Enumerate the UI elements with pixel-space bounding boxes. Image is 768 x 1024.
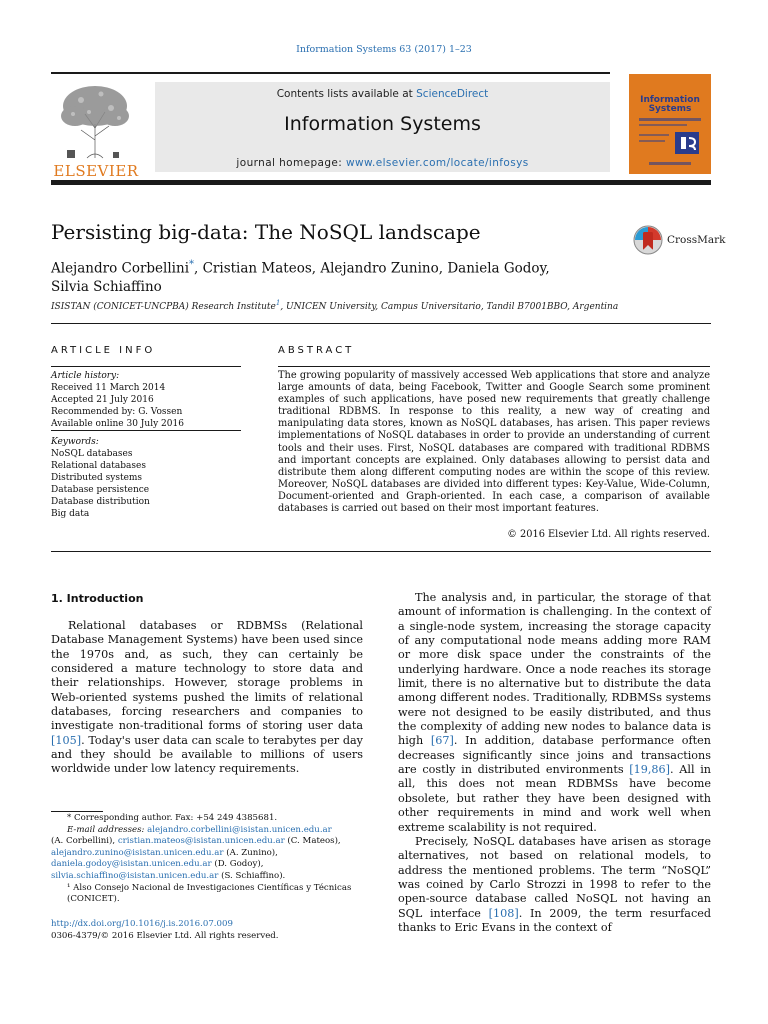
footnote-rule bbox=[51, 811, 103, 812]
history-recommended: Recommended by: G. Vossen bbox=[51, 407, 183, 417]
keyword-item: Big data bbox=[51, 509, 90, 519]
contents-line bbox=[155, 88, 610, 100]
keyword-item: Relational databases bbox=[51, 461, 146, 471]
homepage-line bbox=[155, 157, 610, 169]
publisher-logo-text: ELSEVIER bbox=[53, 162, 139, 180]
paragraph-text: Precisely, NoSQL databases have arisen as storage alternatives, not based on relational models, to address the mentioned problems. The term “NoSQL” was coined by Carlo Strozzi in 1998 to refer to the open-source database called NoSQL not having an SQL interface bbox=[398, 834, 711, 920]
body-column-right bbox=[398, 591, 711, 935]
article-info-heading: ARTICLE INFO bbox=[51, 345, 156, 356]
email-link[interactable]: alejandro.corbellini@isistan.unicen.edu.ar bbox=[147, 824, 332, 835]
author-first[interactable]: Alejandro Corbellini bbox=[51, 260, 190, 277]
title-bottom-rule bbox=[51, 323, 711, 324]
keywords-list bbox=[51, 436, 241, 520]
affiliation bbox=[51, 299, 618, 312]
elsevier-tree-icon bbox=[51, 80, 141, 160]
email-line-4 bbox=[51, 859, 363, 871]
paragraph-text: . All in all, this does not mean RDBMSs have become obsolete, but rather they have been designed with other requirements in mind and work well when extreme scalability is not required. bbox=[398, 763, 711, 834]
affiliation-address: , UNICEN University, Campus Universitario, Tandil B7001BBO, Argentina bbox=[280, 302, 619, 312]
homepage-prefix: journal homepage: bbox=[236, 157, 346, 169]
cover-art-icon bbox=[629, 74, 711, 174]
keywords-rule bbox=[51, 430, 241, 431]
email-link[interactable]: silvia.schiaffino@isistan.unicen.edu.ar bbox=[51, 870, 219, 881]
intro-paragraph-2 bbox=[398, 591, 711, 835]
history-accepted: Accepted 21 July 2016 bbox=[51, 395, 154, 405]
email-owner: (A. Zunino), bbox=[223, 847, 278, 858]
doi-block bbox=[51, 918, 279, 942]
email-link[interactable]: cristian.mateos@isistan.unicen.edu.ar bbox=[117, 836, 285, 847]
keyword-item: Database distribution bbox=[51, 497, 150, 507]
doi-link[interactable]: http://dx.doi.org/10.1016/j.is.2016.07.009 bbox=[51, 919, 233, 929]
cover-title: Information Systems bbox=[640, 95, 700, 114]
email-owner: (D. Godoy), bbox=[211, 859, 264, 870]
affiliation-institute: ISISTAN (CONICET-UNCPBA) Research Institute bbox=[51, 302, 276, 312]
email-line-5 bbox=[51, 871, 363, 883]
elsevier-logo bbox=[51, 80, 141, 180]
abstract-rule bbox=[278, 366, 710, 367]
authors-rest: , Cristian Mateos, Alejandro Zunino, Daniela Godoy, bbox=[194, 260, 550, 277]
email-owner: (A. Corbellini), bbox=[51, 836, 118, 847]
section-heading-introduction: 1. Introduction bbox=[51, 592, 144, 605]
email-label: E-mail addresses: bbox=[67, 824, 148, 835]
abstract-bottom-rule bbox=[51, 551, 711, 552]
paragraph-text: . In 2009, the term resurfaced thanks to Eric Evans in the context of bbox=[398, 906, 711, 934]
article-title: Persisting big-data: The NoSQL landscape bbox=[51, 220, 481, 244]
keyword-item: Database persistence bbox=[51, 485, 150, 495]
crossmark-badge[interactable] bbox=[632, 224, 726, 256]
abstract-heading: ABSTRACT bbox=[278, 345, 355, 356]
keywords-label: Keywords: bbox=[51, 437, 99, 447]
paragraph-text: Relational databases or RDBMSs (Relational Database Management Systems) have been used since the 1970s and, as such, they can certainly be considered a mature technology to store data and their relationships. However, storage problems in Web-oriented systems pushed the limits of relational databases, forcing researchers and companies to investigate non-traditional forms of storing user data bbox=[51, 619, 363, 733]
sciencedirect-link[interactable]: ScienceDirect bbox=[416, 88, 489, 100]
journal-name: Information Systems bbox=[284, 113, 481, 135]
email-link[interactable]: alejandro.zunino@isistan.unicen.edu.ar bbox=[51, 847, 224, 858]
journal-citation[interactable]: Information Systems 63 (2017) 1–23 bbox=[296, 44, 472, 55]
email-line-3 bbox=[51, 848, 363, 860]
masthead-bottom-rule bbox=[51, 180, 711, 185]
email-owner: (C. Mateos), bbox=[284, 836, 341, 847]
email-line-2 bbox=[51, 836, 363, 848]
corresponding-author-note: * Corresponding author. Fax: +54 249 4385681. bbox=[67, 813, 278, 823]
issn-line: 0306-4379/© 2016 Elsevier Ltd. All rights reserved. bbox=[51, 931, 279, 941]
affiliation-footnote: ¹ Also Consejo Nacional de Investigaciones Científicas y Técnicas (CONICET). bbox=[67, 882, 352, 905]
contents-prefix: Contents lists available at bbox=[276, 88, 417, 100]
reference-link[interactable]: [67] bbox=[430, 734, 454, 748]
reference-link[interactable]: [19,86] bbox=[629, 763, 671, 777]
email-owner: (S. Schiaffino). bbox=[218, 870, 286, 881]
reference-link[interactable]: [108] bbox=[488, 906, 519, 920]
article-history bbox=[51, 370, 241, 430]
history-received: Received 11 March 2014 bbox=[51, 383, 166, 393]
affiliation-footnote-marker[interactable]: 1 bbox=[275, 299, 281, 307]
homepage-link[interactable]: www.elsevier.com/locate/infosys bbox=[345, 157, 529, 169]
article-info-rule bbox=[51, 366, 241, 367]
crossmark-label: CrossMark bbox=[667, 234, 726, 246]
paragraph-text: . In addition, database performance often decreases significantly since joins and transactions are costly in distributed environments bbox=[398, 734, 711, 777]
email-link[interactable]: daniela.godoy@isistan.unicen.edu.ar bbox=[51, 859, 212, 870]
paragraph-text: The analysis and, in particular, the storage of that amount of information is challenging. In the context of a single-node system, increasing the storage capacity of any computational node means adding more RAM or more disk space under the constraints of the underlying hardware. Once a node reaches its storage limit, there is no alternative but to distribute the data among different nodes. Traditionally, RDBMSs systems were not designed to be easily distributed, and thus the complexity of adding new nodes to balance data is high bbox=[398, 591, 711, 748]
footnotes bbox=[51, 813, 363, 906]
abstract-copyright: © 2016 Elsevier Ltd. All rights reserved. bbox=[507, 529, 710, 540]
intro-paragraph-3 bbox=[398, 835, 711, 935]
reference-link[interactable]: [105] bbox=[51, 733, 82, 747]
masthead-band bbox=[155, 82, 610, 172]
keyword-item: NoSQL databases bbox=[51, 449, 133, 459]
history-label: Article history: bbox=[51, 371, 120, 381]
journal-cover-thumbnail[interactable] bbox=[629, 74, 711, 174]
body-column-left bbox=[51, 619, 363, 777]
authors-line2: Silvia Schiaffino bbox=[51, 278, 162, 295]
history-online: Available online 30 July 2016 bbox=[51, 419, 184, 429]
keyword-item: Distributed systems bbox=[51, 473, 143, 483]
abstract-text: The growing popularity of massively accessed Web applications that store and analyze large amounts of data, being Facebook, Twitter and Google Search some prominent examples of such applications, have posed new requirements that greatly challenge traditional RDBMS. In response to this reality, a new way of creating and manipulating data stores, known as NoSQL databases, has arisen. This paper reviews implementations of NoSQL databases in order to provide an understanding of current tools and their uses. First, NoSQL databases are compared with traditional RDBMS and important concepts are explained. Only databases allowing to persist data and distribute them along different computing nodes are within the scope of this review. Moreover, NoSQL databases are divided into different types: Key-Value, Wide-Column, Document-oriented and Graph-oriented. In each case, a comparison of available databases is carried out based on their most important features. bbox=[278, 370, 710, 515]
paragraph-text: . Today's user data can scale to terabytes per day and they should be available to millions of users worldwide under low latency requirements. bbox=[51, 733, 363, 776]
journal-masthead bbox=[51, 74, 711, 180]
author-list bbox=[51, 256, 611, 296]
intro-paragraph-1 bbox=[51, 619, 363, 777]
corresponding-author-marker[interactable]: * bbox=[189, 259, 195, 270]
email-line-1 bbox=[51, 825, 363, 837]
crossmark-icon bbox=[632, 224, 664, 256]
